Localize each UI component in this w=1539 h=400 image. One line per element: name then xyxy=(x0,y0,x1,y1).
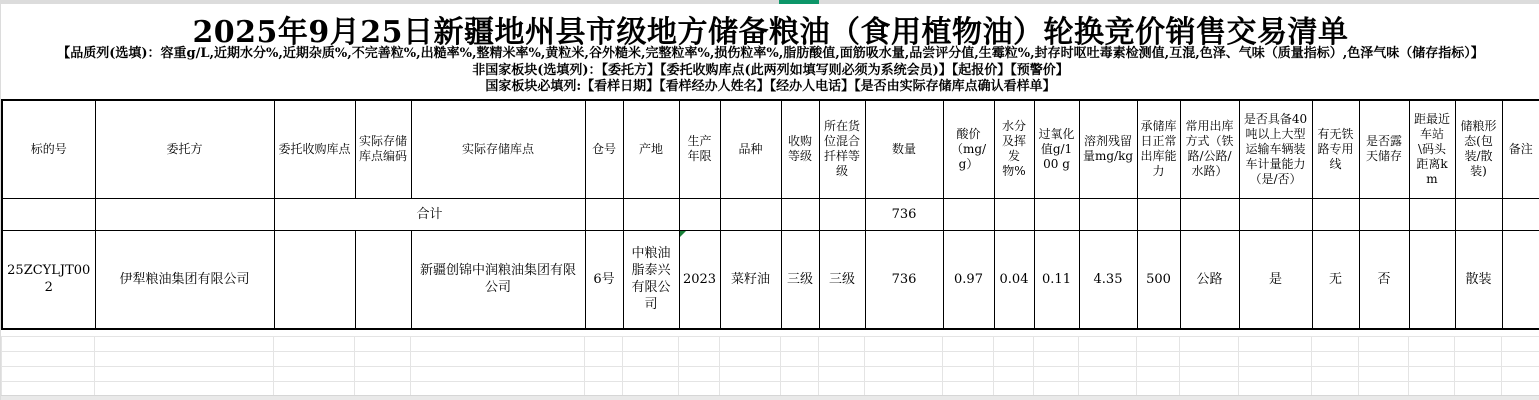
empty-sheet-cell[interactable] xyxy=(95,352,274,367)
empty-sheet-cell[interactable] xyxy=(411,337,585,352)
summary-cell[interactable] xyxy=(943,198,994,230)
empty-sheet-cell[interactable] xyxy=(1502,367,1539,382)
cell-variety[interactable]: 菜籽油 xyxy=(720,230,781,329)
cell-acid-value[interactable]: 0.97 xyxy=(943,230,994,329)
note-national-required-columns: 国家板块必填列:【看样日期】【看样经办人姓名】【经办人电话】【是否由实际存储库点确认看样单】 xyxy=(485,79,1056,94)
empty-sheet-cell[interactable] xyxy=(2,352,95,367)
empty-sheet-cell[interactable] xyxy=(623,337,679,352)
col-header-remark[interactable]: 备注 xyxy=(1502,100,1539,198)
cell-peroxide-value[interactable]: 0.11 xyxy=(1034,230,1079,329)
empty-sheet-cell[interactable] xyxy=(95,337,274,352)
data-row xyxy=(2,230,1539,329)
empty-sheet-cell[interactable] xyxy=(274,367,355,382)
empty-sheet-cell[interactable] xyxy=(819,352,865,367)
empty-sheet-cell[interactable] xyxy=(355,352,411,367)
cell-production-year-value: 2023 xyxy=(682,271,717,287)
cell-truck-weighing-capability[interactable]: 是 xyxy=(1239,230,1312,329)
summary-row xyxy=(2,198,1539,230)
col-header-acid-value[interactable]: 酸价（mg/g） xyxy=(943,100,994,198)
cell-daily-outbound-capacity[interactable]: 500 xyxy=(1137,230,1180,329)
col-header-peroxide-value[interactable]: 过氧化值g/100 g xyxy=(1034,100,1079,198)
empty-sheet-cell[interactable] xyxy=(720,337,781,352)
cell-sampling-grade[interactable]: 三级 xyxy=(819,230,865,329)
cell-error-flag-icon xyxy=(680,231,686,237)
empty-sheet-cell[interactable] xyxy=(1359,337,1409,352)
scrollbar-thumb[interactable] xyxy=(779,0,819,4)
col-header-daily-outbound-capacity[interactable]: 承储库日正常出库能力 xyxy=(1137,100,1180,198)
cell-consignor[interactable]: 伊犁粮油集团有限公司 xyxy=(95,230,274,329)
header-notes xyxy=(1,46,1539,96)
col-header-bid-no[interactable]: 标的号 xyxy=(2,100,95,198)
cell-railway-spur[interactable]: 无 xyxy=(1312,230,1359,329)
header-row xyxy=(2,100,1539,198)
col-header-moisture-volatiles[interactable]: 水分及挥发物% xyxy=(994,100,1034,198)
cell-moisture-volatiles[interactable]: 0.04 xyxy=(994,230,1034,329)
background-grid xyxy=(1,336,1539,397)
empty-sheet-cell[interactable] xyxy=(679,352,720,367)
empty-sheet-cell[interactable] xyxy=(720,352,781,367)
cell-bid-no[interactable]: 25ZCYLJT002 xyxy=(2,230,95,329)
empty-sheet-cell[interactable] xyxy=(1409,352,1455,367)
cell-storage-point-code[interactable] xyxy=(355,230,411,329)
col-header-railway-spur[interactable]: 有无铁路专用线 xyxy=(1312,100,1359,198)
summary-cell[interactable] xyxy=(623,198,679,230)
cell-entrust-purchase-point[interactable] xyxy=(274,230,355,329)
empty-sheet-cell[interactable] xyxy=(2,337,95,352)
empty-sheet-cell[interactable] xyxy=(1455,352,1502,367)
col-header-station-distance[interactable]: 距最近车站\码头距离km xyxy=(1409,100,1455,198)
empty-sheet-cell[interactable] xyxy=(994,352,1034,367)
empty-sheet-cell[interactable] xyxy=(1180,367,1239,382)
col-header-origin[interactable]: 产地 xyxy=(623,100,679,198)
empty-sheet-cell[interactable] xyxy=(819,337,865,352)
empty-sheet-cell[interactable] xyxy=(1409,367,1455,382)
background-grid-body xyxy=(2,337,1539,397)
empty-sheet-row xyxy=(2,352,1539,367)
summary-cell[interactable] xyxy=(1455,198,1502,230)
note-quality-columns: 【品质列(选填)：容重g/L,近期水分%,近期杂质%,不完善粒%,出糙率%,整精米率%,黄粒米,谷外糙米,完整粒率%,损伤粒率%,脂肪酸值,面筋吸水量,品尝评分值,生霉粒%,封存时呕吐毒素检测值,互混,色泽、气味（质量指标）,色泽气味（储存指标）】 xyxy=(57,46,1484,61)
empty-sheet-cell[interactable] xyxy=(1034,352,1079,367)
summary-cell[interactable] xyxy=(781,198,819,230)
cell-storage-form[interactable]: 散装 xyxy=(1455,230,1502,329)
summary-cell[interactable] xyxy=(1137,198,1180,230)
cell-station-distance[interactable] xyxy=(1409,230,1455,329)
empty-sheet-cell[interactable] xyxy=(865,352,943,367)
col-header-open-air-storage[interactable]: 是否露天储存 xyxy=(1359,100,1409,198)
col-header-warehouse-no[interactable]: 仓号 xyxy=(585,100,623,198)
empty-sheet-cell[interactable] xyxy=(1359,367,1409,382)
empty-sheet-cell[interactable] xyxy=(95,367,274,382)
col-header-outbound-mode[interactable]: 常用出库方式（铁路/公路/水路） xyxy=(1180,100,1239,198)
empty-sheet-cell[interactable] xyxy=(274,352,355,367)
cell-open-air-storage[interactable]: 否 xyxy=(1359,230,1409,329)
empty-sheet-cell[interactable] xyxy=(1409,337,1455,352)
horizontal-scrollbar[interactable] xyxy=(1,0,1539,4)
empty-sheet-cell[interactable] xyxy=(943,367,994,382)
empty-sheet-cell[interactable] xyxy=(1312,337,1359,352)
summary-cell[interactable] xyxy=(1359,198,1409,230)
empty-sheet-cell[interactable] xyxy=(1079,337,1137,352)
empty-sheet-cell[interactable] xyxy=(1137,352,1180,367)
empty-sheet-cell[interactable] xyxy=(1239,352,1312,367)
summary-cell[interactable] xyxy=(679,198,720,230)
empty-sheet-cell[interactable] xyxy=(1359,352,1409,367)
empty-sheet-cell[interactable] xyxy=(1455,367,1502,382)
summary-cell[interactable] xyxy=(720,198,781,230)
summary-cell[interactable] xyxy=(95,198,274,230)
empty-sheet-cell[interactable] xyxy=(1502,337,1539,352)
empty-sheet-row xyxy=(2,337,1539,352)
empty-sheet-cell[interactable] xyxy=(623,367,679,382)
col-header-quantity[interactable]: 数量 xyxy=(865,100,943,198)
summary-cell[interactable] xyxy=(2,198,95,230)
summary-cell[interactable] xyxy=(994,198,1034,230)
empty-sheet-cell[interactable] xyxy=(720,367,781,382)
empty-sheet-cell[interactable] xyxy=(355,337,411,352)
col-header-storage-point-code[interactable]: 实际存储库点编码 xyxy=(355,100,411,198)
empty-sheet-cell[interactable] xyxy=(585,337,623,352)
empty-sheet-cell[interactable] xyxy=(274,337,355,352)
empty-sheet-cell[interactable] xyxy=(623,352,679,367)
summary-cell[interactable] xyxy=(1409,198,1455,230)
empty-sheet-cell[interactable] xyxy=(1079,352,1137,367)
col-header-production-year[interactable]: 生产年限 xyxy=(679,100,720,198)
empty-sheet-cell[interactable] xyxy=(585,367,623,382)
empty-sheet-cell[interactable] xyxy=(679,367,720,382)
empty-sheet-cell[interactable] xyxy=(2,367,95,382)
cell-origin[interactable]: 中粮油脂泰兴有限公司 xyxy=(623,230,679,329)
summary-total-quantity[interactable]: 736 xyxy=(865,198,943,230)
col-header-entrust-purchase-point[interactable]: 委托收购库点 xyxy=(274,100,355,198)
empty-sheet-cell[interactable] xyxy=(865,367,943,382)
empty-sheet-cell[interactable] xyxy=(411,352,585,367)
summary-cell[interactable] xyxy=(1034,198,1079,230)
empty-sheet-cell[interactable] xyxy=(1180,352,1239,367)
empty-sheet-cell[interactable] xyxy=(1137,367,1180,382)
col-header-actual-storage-point[interactable]: 实际存储库点 xyxy=(411,100,585,198)
empty-sheet-cell[interactable] xyxy=(943,337,994,352)
cell-purchase-grade[interactable]: 三级 xyxy=(781,230,819,329)
empty-sheet-cell[interactable] xyxy=(1034,367,1079,382)
empty-sheet-cell[interactable] xyxy=(679,337,720,352)
empty-sheet-cell[interactable] xyxy=(1455,337,1502,352)
cell-solvent-residue[interactable]: 4.35 xyxy=(1079,230,1137,329)
empty-sheet-cell[interactable] xyxy=(943,352,994,367)
summary-cell[interactable] xyxy=(1079,198,1137,230)
empty-sheet-cell[interactable] xyxy=(1180,337,1239,352)
empty-sheet-cell[interactable] xyxy=(781,337,819,352)
empty-sheet-cell[interactable] xyxy=(994,337,1034,352)
empty-sheet-cell[interactable] xyxy=(781,367,819,382)
summary-cell[interactable] xyxy=(1502,198,1539,230)
col-header-sampling-grade[interactable]: 所在货位混合扦样等级 xyxy=(819,100,865,198)
empty-sheet-cell[interactable] xyxy=(585,352,623,367)
col-header-solvent-residue[interactable]: 溶剂残留量mg/kg xyxy=(1079,100,1137,198)
col-header-truck-weighing-capability[interactable]: 是否具备40吨以上大型运输车辆装车计量能力（是/否） xyxy=(1239,100,1312,198)
cell-warehouse-no[interactable]: 6号 xyxy=(585,230,623,329)
summary-cell[interactable] xyxy=(1312,198,1359,230)
empty-sheet-cell[interactable] xyxy=(819,367,865,382)
cell-outbound-mode[interactable]: 公路 xyxy=(1180,230,1239,329)
empty-sheet-cell[interactable] xyxy=(1239,337,1312,352)
col-header-consignor[interactable]: 委托方 xyxy=(95,100,274,198)
empty-sheet-cell[interactable] xyxy=(1312,352,1359,367)
summary-cell[interactable] xyxy=(1239,198,1312,230)
empty-sheet-cell[interactable] xyxy=(411,367,585,382)
empty-sheet-cell[interactable] xyxy=(994,367,1034,382)
cell-remark[interactable] xyxy=(1502,230,1539,329)
empty-sheet-cell[interactable] xyxy=(1502,352,1539,367)
col-header-variety[interactable]: 品种 xyxy=(720,100,781,198)
empty-sheet-cell[interactable] xyxy=(865,337,943,352)
empty-sheet-cell[interactable] xyxy=(1079,367,1137,382)
empty-sheet-row xyxy=(2,367,1539,382)
empty-sheet-cell[interactable] xyxy=(781,352,819,367)
cell-production-year[interactable] xyxy=(679,230,720,329)
empty-sheet-cell[interactable] xyxy=(1137,337,1180,352)
col-header-storage-form[interactable]: 储粮形态(包装/散装) xyxy=(1455,100,1502,198)
empty-sheet-cell[interactable] xyxy=(1239,367,1312,382)
listing-table xyxy=(1,99,1539,330)
summary-cell[interactable] xyxy=(585,198,623,230)
summary-cell[interactable] xyxy=(819,198,865,230)
cell-quantity[interactable]: 736 xyxy=(865,230,943,329)
empty-sheet-cell[interactable] xyxy=(355,367,411,382)
page-title: 2025年9月25日新疆地州县市级地方储备粮油（食用植物油）轮换竞价销售交易清单 xyxy=(192,15,1349,50)
empty-sheet-cell[interactable] xyxy=(1034,337,1079,352)
note-non-national-columns: 非国家板块(选填列)：【委托方】【委托收购库点(此两列如填写则必须为系统会员)】【起报价】【预警价】 xyxy=(472,62,1069,78)
summary-cell[interactable] xyxy=(1180,198,1239,230)
col-header-purchase-grade[interactable]: 收购等级 xyxy=(781,100,819,198)
bottom-scrollbar-track[interactable] xyxy=(1,395,1539,400)
cell-actual-storage-point[interactable]: 新疆创锦中润粮油集团有限公司 xyxy=(411,230,585,329)
empty-sheet-cell[interactable] xyxy=(1312,367,1359,382)
summary-total-label[interactable]: 合计 xyxy=(274,198,585,230)
